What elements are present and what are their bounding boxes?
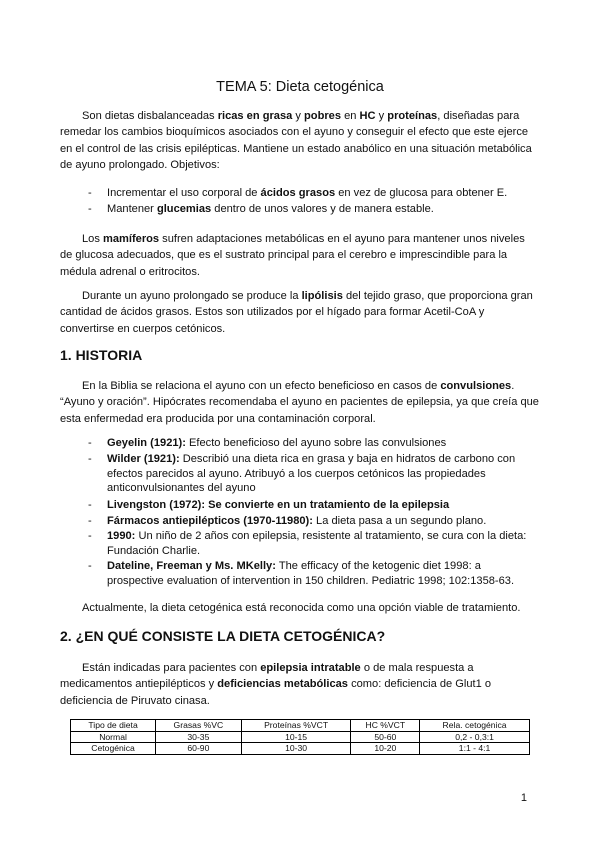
table-header-row — [71, 720, 530, 732]
table-cell: 60-90 — [156, 743, 242, 755]
history-item: - Livengston (1972): Se convierte en un tratamiento de la epilepsia — [88, 499, 450, 511]
history-item: - Wilder (1921): Describió una dieta rica en grasa y baja en hidratos de carbono con efectos parecidos al ayuno. Atribuyó a los cuerpos cetónicos las propiedades anticonvulsionantes del ayuno — [88, 453, 516, 495]
indications-paragraph: Están indicadas para pacientes con epilepsia intratable o de mala respuesta a medicamentos antiepilépticos y deficiencias metabólicas como: deficiencia de Glut1 o deficiencia de Piruvato cinasa. — [60, 662, 492, 707]
history-item: - Fármacos antiepilépticos (1970-11980): La dieta pasa a un segundo plano. — [88, 515, 487, 527]
history-item: - Dateline, Freeman y Ms. MKelly: The efficacy of the ketogenic diet 1998: a prospective evaluation of intervention in 150 children. Pediatric 1998; 102:1358-63. — [88, 560, 515, 587]
table-header-cell: Proteínas %VCT — [241, 720, 351, 732]
page-number: 1 — [520, 792, 527, 804]
diet-composition-table — [70, 719, 530, 755]
table-cell: 10-30 — [241, 743, 351, 755]
table-cell: Cetogénica — [71, 743, 156, 755]
table-cell: 1:1 - 4:1 — [420, 743, 530, 755]
table-cell: 30-35 — [156, 731, 242, 743]
table-header-cell: Tipo de dieta — [71, 720, 156, 732]
lipolysis-paragraph: Durante un ayuno prolongado se produce la lipólisis del tejido graso, que proporciona gran cantidad de ácidos grasos. Estos son utilizados por el hígado para formar Acetil-CoA y convertirse en cuerpos cetónicos. — [60, 290, 533, 335]
table-cell: 0,2 - 0,3:1 — [420, 731, 530, 743]
history-item: - Geyelin (1921): Efecto beneficioso del ayuno sobre las convulsiones — [88, 437, 447, 449]
table-row — [71, 731, 530, 743]
mammals-paragraph: Los mamíferos sufren adaptaciones metabólicas en el ayuno para mantener unos niveles de glucosa adecuados, que es el sustrato principal para el cerebro e imprescindible para la médula adrenal o eritrocitos. — [60, 233, 525, 278]
table-header-cell: HC %VCT — [351, 720, 420, 732]
table-cell: 10-15 — [241, 731, 351, 743]
table-cell: 50-60 — [351, 731, 420, 743]
objective-item: - Incrementar el uso corporal de ácidos grasos en vez de glucosa para obtener E. — [88, 187, 508, 199]
section-heading-historia: 1. HISTORIA — [60, 347, 143, 363]
intro-paragraph: Son dietas disbalanceadas ricas en grasa y pobres en HC y proteínas, diseñadas para remedar los cambios bioquímicos asociados con el ayuno y conseguir el efecto que este ejerce en el control de las crisis epilépticas. Mantiene un estado anabólico en una situación metabólica de ayuno prolongado. Objetivos: — [60, 110, 532, 172]
table-cell: 10-20 — [351, 743, 420, 755]
table-header-cell: Rela. cetogénica — [420, 720, 530, 732]
table-row — [71, 743, 530, 755]
table-cell: Normal — [71, 731, 156, 743]
objective-item: - Mantener glucemias dentro de unos valores y de manera estable. — [88, 203, 434, 215]
table-header-cell: Grasas %VC — [156, 720, 242, 732]
page-title: TEMA 5: Dieta cetogénica — [216, 79, 384, 95]
closing-paragraph: Actualmente, la dieta cetogénica está reconocida como una opción viable de tratamiento. — [82, 602, 521, 614]
history-paragraph: En la Biblia se relaciona el ayuno con un efecto beneficioso en casos de convulsiones. “Ayuno y oración”. Hipócrates recomendaba el ayuno en pacientes de epilepsia, ya que creía que esta enfermedad era producida por una contaminación corporal. — [60, 380, 539, 425]
section-heading-consiste: 2. ¿EN QUÉ CONSISTE LA DIETA CETOGÉNICA? — [60, 628, 386, 644]
history-item: - 1990: Un niño de 2 años con epilepsia, resistente al tratamiento, se cura con la dieta: Fundación Charlie. — [88, 530, 527, 557]
